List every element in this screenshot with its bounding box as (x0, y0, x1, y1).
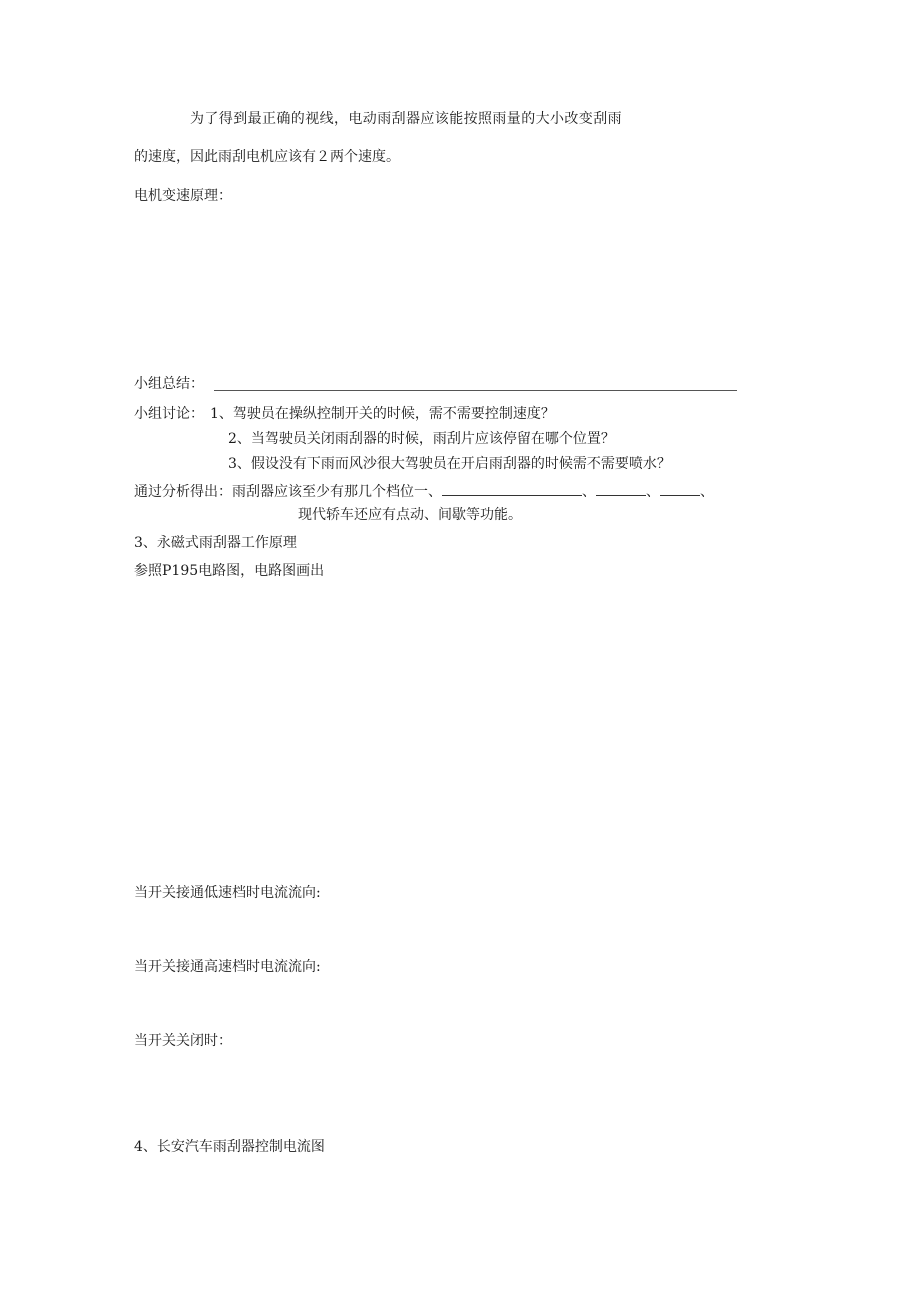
discussion-question-3: 3、假设没有下雨而风沙很大驾驶员在开启雨刮器的时候需不需要喷水？ (228, 456, 671, 472)
discussion-label: 小组讨论： (134, 406, 204, 422)
analysis-line-2: 现代轿车还应有点动、间歇等功能。 (298, 507, 522, 523)
low-speed-question: 当开关接通低速档时电流流向: (134, 885, 321, 901)
gear-blank-3 (660, 481, 700, 496)
motor-principle-label: 电机变速原理： (134, 188, 232, 204)
section3-instruction: 参照P195电路图，电路图画出 (134, 563, 325, 579)
discussion-question-1: 1、驾驶员在操纵控制开关的时候，需不需要控制速度？ (210, 406, 555, 422)
discussion-question-2: 2、当驾驶员关闭雨刮器的时候，雨刮片应该停留在哪个位置？ (228, 431, 615, 447)
section4-title: 4、长安汽车雨刮器控制电流图 (134, 1139, 325, 1155)
analysis-line-1 (134, 481, 714, 501)
high-speed-question: 当开关接通高速档时电流流向: (134, 959, 321, 975)
intro-line-2: 的速度，因此雨刮电机应该有２两个速度。 (134, 149, 400, 165)
switch-off-question: 当开关关闭时： (134, 1033, 232, 1049)
group-summary-blank (214, 390, 737, 391)
analysis-sep-1: 、 (582, 484, 596, 500)
intro-line-1: 为了得到最正确的视线，电动雨刮器应该能按照雨量的大小改变刮雨 (190, 111, 622, 127)
group-summary-label: 小组总结： (134, 376, 204, 392)
section3-title: 3、永磁式雨刮器工作原理 (134, 535, 297, 551)
gear-blank-1 (442, 481, 582, 496)
gear-blank-2 (596, 481, 646, 496)
analysis-prefix: 通过分析得出：雨刮器应该至少有那几个档位一、 (134, 484, 442, 500)
analysis-sep-2: 、 (646, 484, 660, 500)
analysis-sep-3: 、 (700, 484, 714, 500)
